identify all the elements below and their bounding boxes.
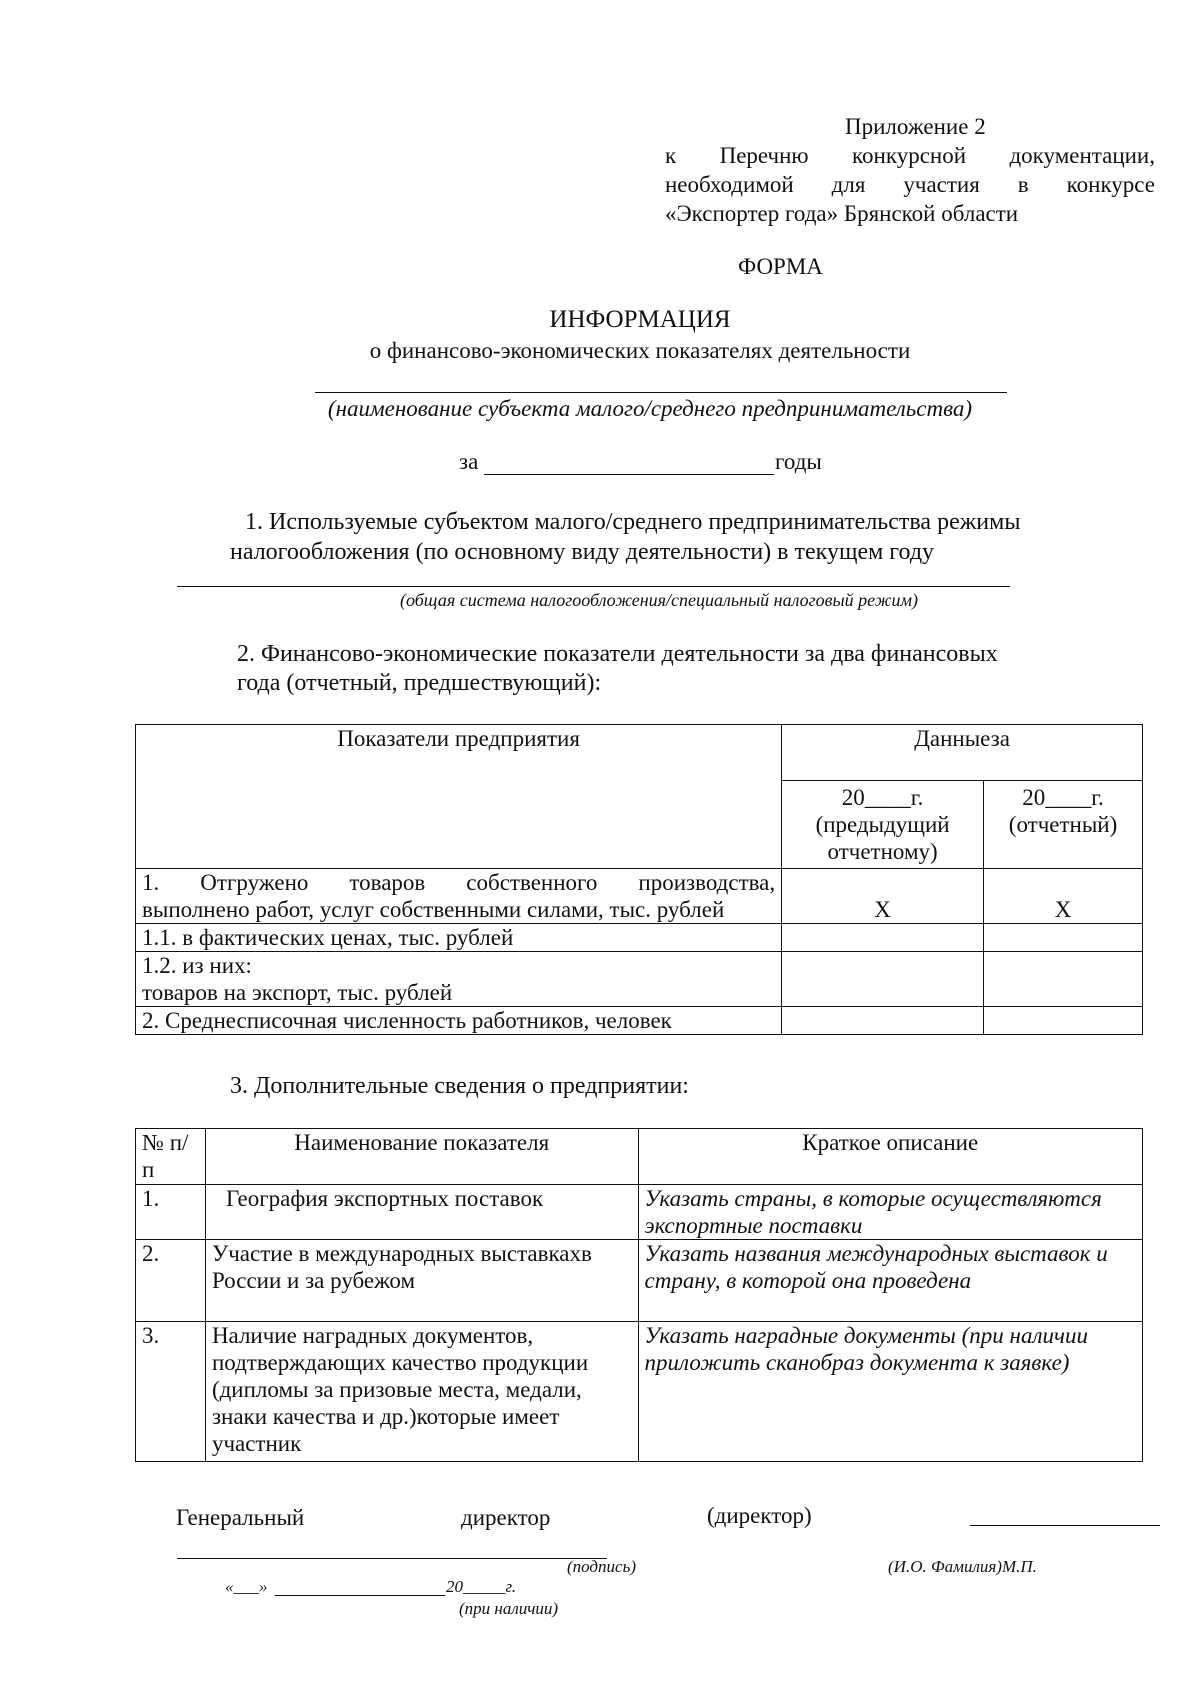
section2-line: 2. Финансово-экономические показатели деятельности за два финансовых	[237, 641, 998, 667]
tax-regime-hint: (общая система налогообложения/специальный налоговый режим)	[400, 590, 918, 610]
period-line[interactable]	[484, 474, 774, 475]
table-row	[136, 1322, 1143, 1462]
row-desc: Указать наградные документы (при наличии приложить сканобраз документа к заявке)	[638, 1322, 1142, 1462]
col-indicators-header: Показатели предприятия	[136, 725, 782, 869]
cell-value[interactable]	[984, 1007, 1143, 1035]
year-prev-note: (предыдущий отчетному)	[815, 812, 950, 864]
col-name-header: Наименование показателя	[205, 1129, 638, 1185]
table-row	[136, 924, 1143, 952]
appendix-line: к Перечню конкурсной документации,	[665, 143, 1155, 168]
signer-word-3: (директор)	[707, 1503, 812, 1528]
financial-table	[135, 724, 1143, 1035]
cell-value[interactable]	[782, 952, 984, 1007]
row-label-line: 1. Отгружено товаров собственного производства,	[142, 870, 776, 895]
row-name: География экспортных поставок	[205, 1185, 638, 1240]
col-data-header: Данныеза	[782, 725, 1143, 781]
year-prev-header	[782, 781, 984, 869]
entity-name-line[interactable]	[315, 392, 1007, 393]
year-curr-label: 20____г.	[1022, 785, 1104, 810]
year-curr-header	[984, 781, 1143, 869]
signer-word-2: директор	[461, 1505, 551, 1530]
date-hint: (при наличии)	[459, 1599, 559, 1618]
form-label: ФОРМА	[738, 254, 823, 279]
cell-value[interactable]	[782, 924, 984, 952]
row-num: 3.	[136, 1322, 206, 1462]
cell-value[interactable]	[984, 952, 1143, 1007]
row-label-line: выполнено работ, услуг собственными силами, тыс. рублей	[142, 897, 725, 922]
appendix-line: «Экспортер года» Брянской области	[665, 201, 1019, 226]
row-label	[136, 952, 782, 1007]
name-line[interactable]	[970, 1525, 1160, 1526]
date-day[interactable]: «___»	[225, 1577, 268, 1596]
row-label-line: 1.2. из них:	[142, 953, 252, 978]
year-curr-note: (отчетный)	[1008, 812, 1118, 837]
tax-regime-line[interactable]	[177, 586, 1010, 587]
section2-text	[237, 640, 1037, 698]
row-num: 2.	[136, 1240, 206, 1322]
cell-value[interactable]	[782, 1007, 984, 1035]
section1-text	[230, 507, 1035, 567]
appendix-title: Приложение 2	[845, 114, 986, 139]
table-row	[136, 1007, 1143, 1035]
row-name: Участие в международных выставкахв России и за рубежом	[205, 1240, 638, 1322]
row-desc: Указать страны, в которые осуществляются экспортные поставки	[638, 1185, 1142, 1240]
cell-value: Х	[782, 869, 984, 924]
cell-value[interactable]	[984, 924, 1143, 952]
page-title: ИНФОРМАЦИЯ	[549, 306, 731, 333]
name-hint: (И.О. Фамилия)М.П.	[888, 1557, 1037, 1576]
row-desc: Указать названия международных выставок и страну, в которой она проведена	[638, 1240, 1142, 1322]
signature-hint: (подпись)	[567, 1557, 636, 1576]
date-year[interactable]: 20_____г.	[446, 1577, 517, 1596]
appendix-block	[665, 112, 1155, 228]
page-subtitle: о финансово-экономических показателях деятельности	[369, 338, 911, 363]
table-row	[136, 869, 1143, 924]
date-month-line[interactable]	[275, 1595, 445, 1596]
period-suffix: годы	[775, 449, 822, 474]
row-num: 1.	[136, 1185, 206, 1240]
table-row	[136, 952, 1143, 1007]
period-prefix: за	[459, 449, 479, 474]
table-row	[136, 1185, 1143, 1240]
appendix-line: необходимой для участия в конкурсе	[665, 172, 1155, 197]
row-name: Наличие наградных документов, подтверждающих качество продукции (дипломы за призовые места, медали, знаки качества и др.)которые имеет участник	[205, 1322, 638, 1462]
entity-name-hint: (наименование субъекта малого/среднего предпринимательства)	[327, 396, 973, 421]
col-desc-header: Краткое описание	[638, 1129, 1142, 1185]
table-header-row	[136, 1129, 1143, 1185]
section2-line: года (отчетный, предшествующий):	[237, 670, 602, 696]
section1-line: налогообложения (по основному виду деятельности) в текущем году	[230, 539, 935, 565]
additional-info-table	[135, 1128, 1143, 1462]
cell-value: Х	[984, 869, 1143, 924]
row-label-line: товаров на экспорт, тыс. рублей	[142, 980, 453, 1005]
signer-word-1: Генеральный	[176, 1505, 305, 1530]
col-num-header: № п/п	[136, 1129, 206, 1185]
table-header-row	[136, 725, 1143, 781]
section1-line: 1. Используемые субъектом малого/среднего предпринимательства режимы	[245, 509, 1021, 535]
section3-title: 3. Дополнительные сведения о предприятии:	[230, 1073, 689, 1099]
table-row	[136, 1240, 1143, 1322]
year-prev-label: 20____г.	[841, 785, 924, 810]
row-label	[136, 869, 782, 924]
row-label: 2. Среднесписочная численность работников, человек	[136, 1007, 782, 1035]
row-label: 1.1. в фактических ценах, тыс. рублей	[136, 924, 782, 952]
signature-line[interactable]	[177, 1558, 607, 1559]
